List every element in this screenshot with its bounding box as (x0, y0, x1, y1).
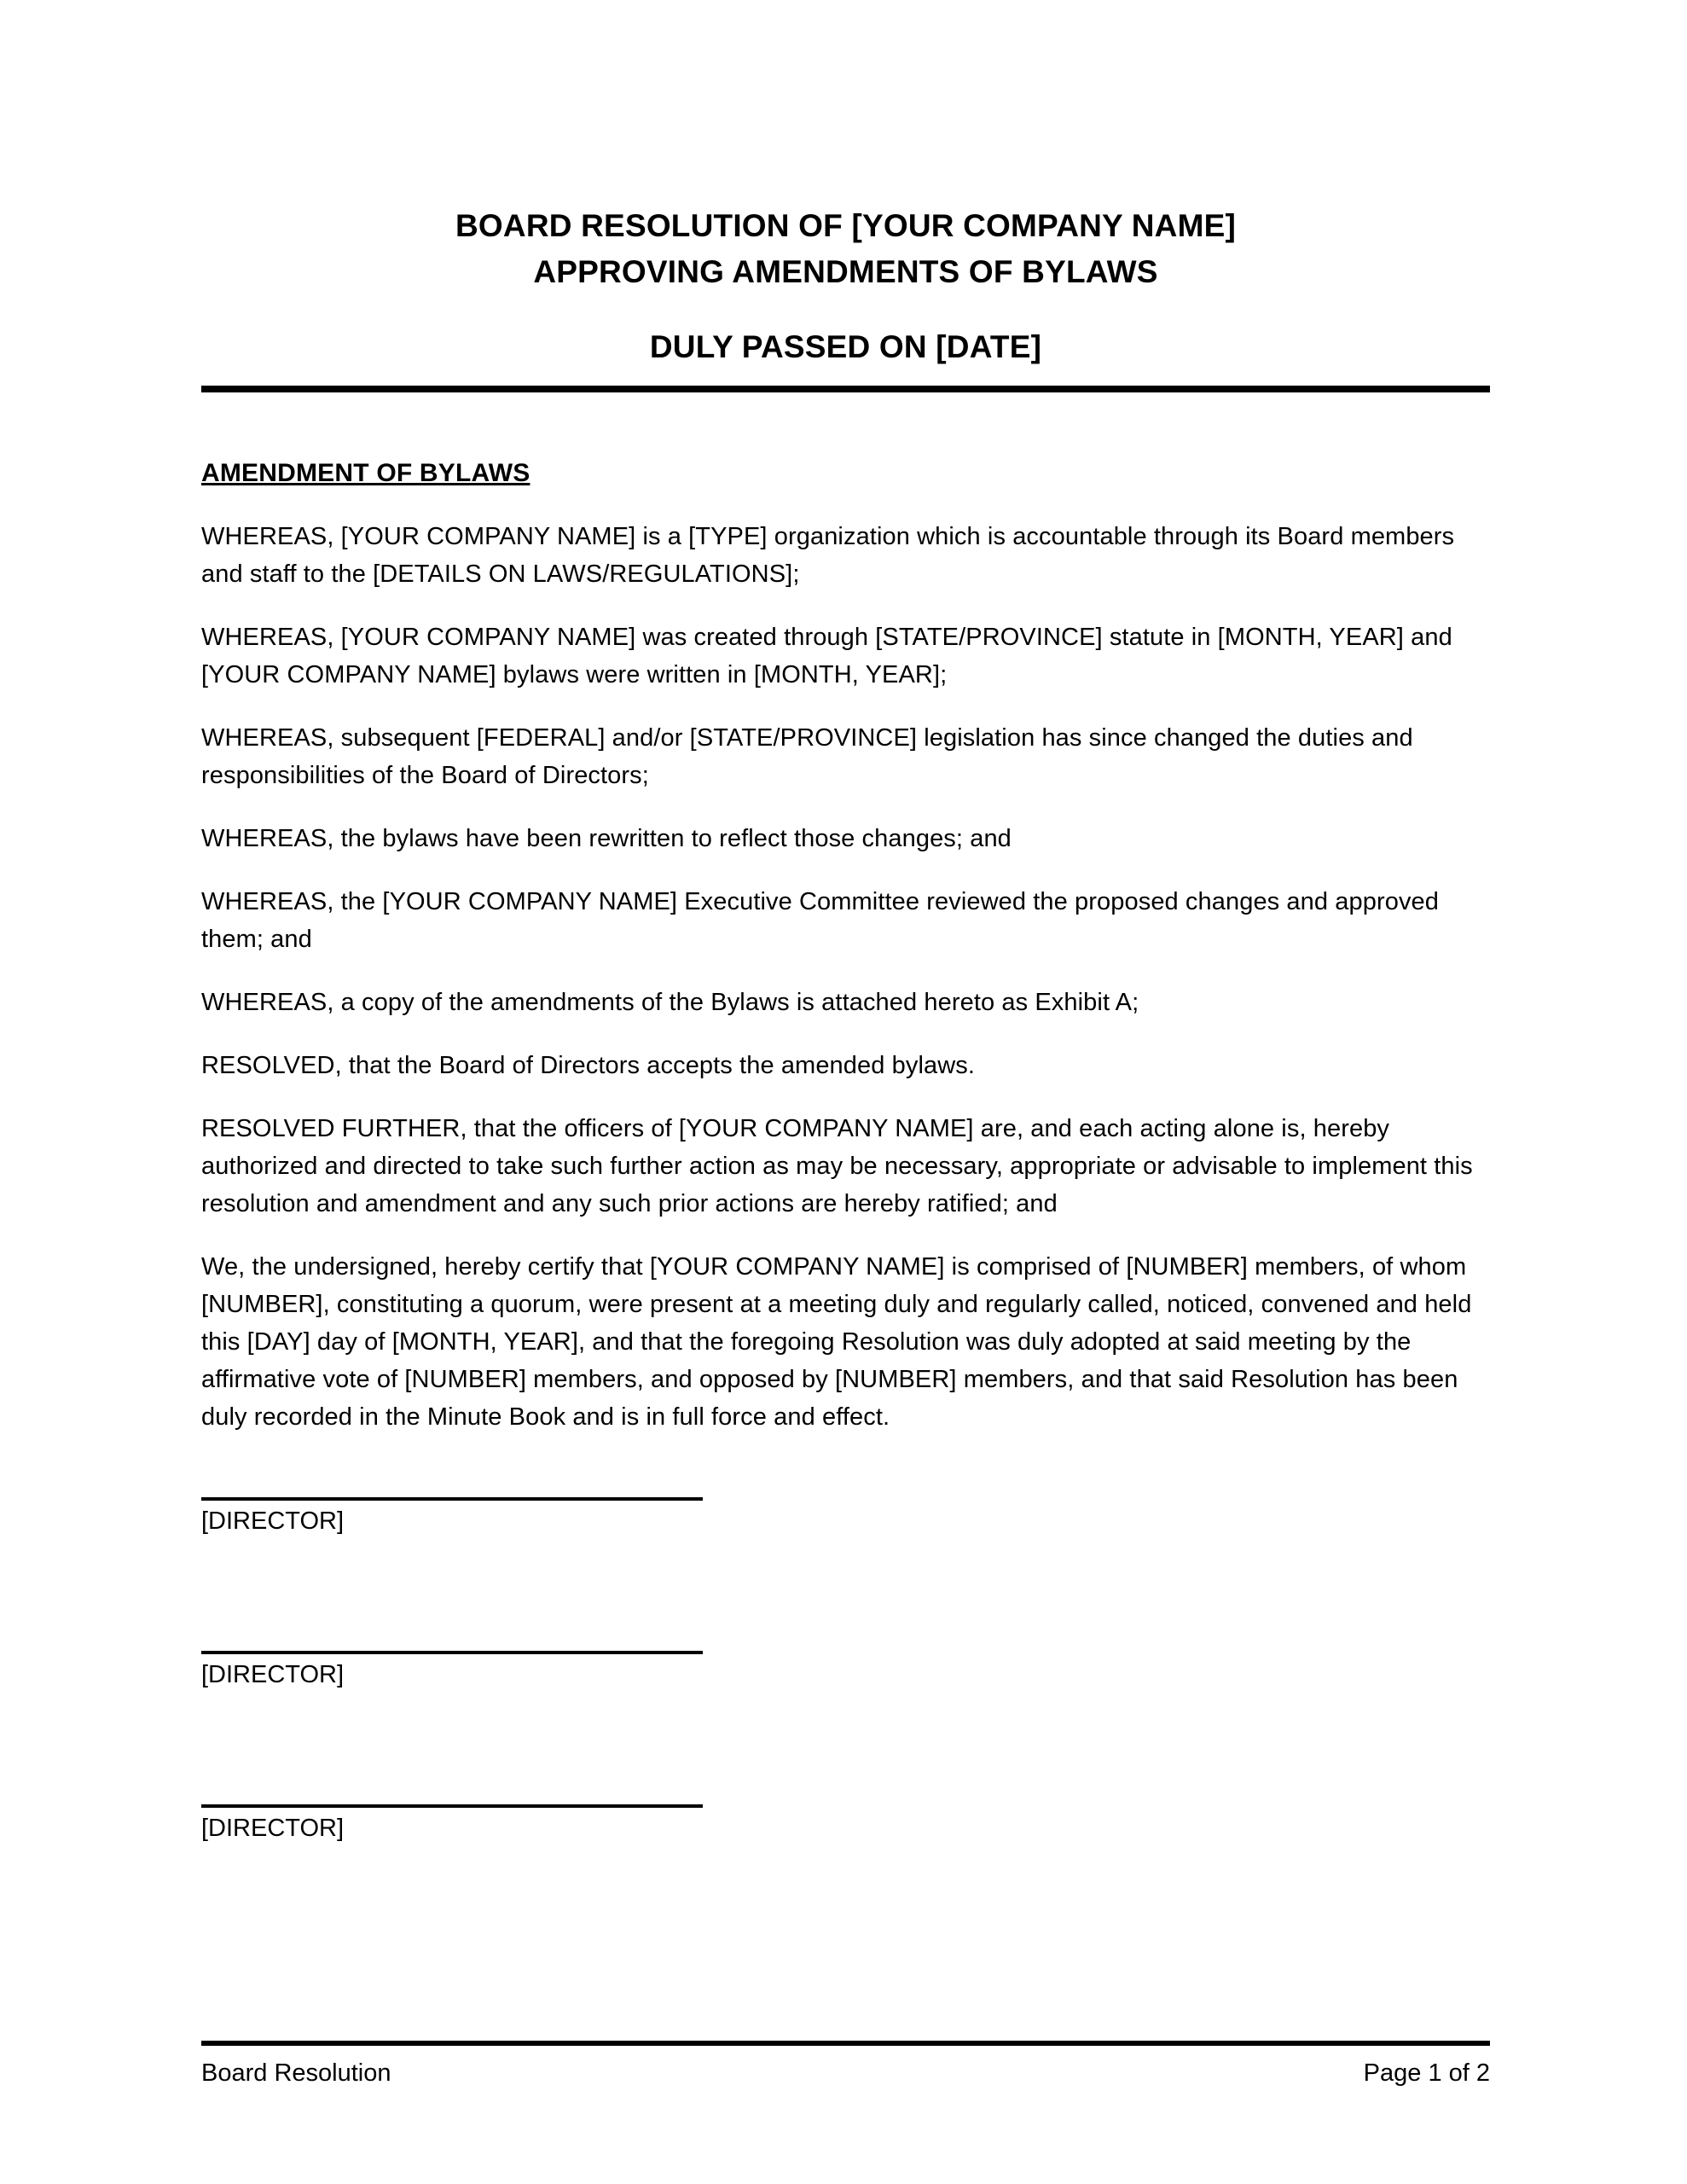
signature-label: [DIRECTOR] (201, 1815, 345, 1842)
document-subtitle: DULY PASSED ON [DATE] (649, 329, 1042, 364)
paragraph-whereas-3: WHEREAS, subsequent [FEDERAL] and/or [STATE/PROVINCE] legislation has since changed the duties and responsibilities of the Board of Directors; (201, 724, 1413, 789)
signature-line (201, 1804, 703, 1808)
footer-page-number: Page 1 of 2 (1363, 2059, 1490, 2087)
document-title (201, 203, 1490, 295)
paragraph-whereas-4: WHEREAS, the bylaws have been rewritten to reflect those changes; and (201, 825, 1012, 852)
page-footer (201, 2041, 1490, 2088)
signature-label: [DIRECTOR] (201, 1507, 345, 1535)
paragraph-certification: We, the undersigned, hereby certify that [YOUR COMPANY NAME] is comprised of [NUMBER] members, of whom [NUMBER], constituting a quorum, were present at a meeting duly and regularly called, noticed, convened and held this [DAY] day of [MONTH, YEAR], and that the foregoing Resolution was duly adopted at said meeting by the affirmative vote of [NUMBER] members, and opposed by [NUMBER] members, and that said Resolution has been duly recorded in the Minute Book and is in full force and effect. (201, 1253, 1472, 1431)
paragraph-whereas-6: WHEREAS, a copy of the amendments of the Bylaws is attached hereto as Exhibit A; (201, 989, 1139, 1016)
paragraph-whereas-1: WHEREAS, [YOUR COMPANY NAME] is a [TYPE] organization which is accountable through its Board members and staff to the [DETAILS ON LAWS/REGULATIONS]; (201, 523, 1455, 588)
title-line-1: BOARD RESOLUTION OF [YOUR COMPANY NAME] (455, 208, 1236, 243)
signature-block (201, 1651, 1490, 1692)
section-heading: AMENDMENT OF BYLAWS (201, 459, 530, 487)
footer-row (201, 2058, 1490, 2088)
footer-document-name: Board Resolution (201, 2059, 391, 2087)
paragraph-whereas-2: WHEREAS, [YOUR COMPANY NAME] was created through [STATE/PROVINCE] statute in [MONTH, YEAR] and [YOUR COMPANY NAME] bylaws were written in [MONTH, YEAR]; (201, 624, 1452, 688)
title-line-2: APPROVING AMENDMENTS OF BYLAWS (533, 254, 1158, 289)
paragraph-whereas-5: WHEREAS, the [YOUR COMPANY NAME] Executive Committee reviewed the proposed changes and approved them; and (201, 888, 1440, 953)
title-divider-rule (201, 386, 1490, 392)
paragraph-resolved: RESOLVED, that the Board of Directors accepts the amended bylaws. (201, 1052, 976, 1079)
footer-divider-rule (201, 2041, 1490, 2046)
signature-line (201, 1651, 703, 1654)
signature-line (201, 1497, 703, 1501)
signature-block (201, 1804, 1490, 1845)
signature-block (201, 1497, 1490, 1538)
signature-section (201, 1497, 1490, 1845)
signature-label: [DIRECTOR] (201, 1661, 345, 1688)
paragraph-resolved-further: RESOLVED FURTHER, that the officers of [YOUR COMPANY NAME] are, and each acting alone is, hereby authorized and directed to take such further action as may be necessary, appropriate or advisable to implement this resolution and amendment and any such prior actions are hereby ratified; and (201, 1115, 1473, 1217)
